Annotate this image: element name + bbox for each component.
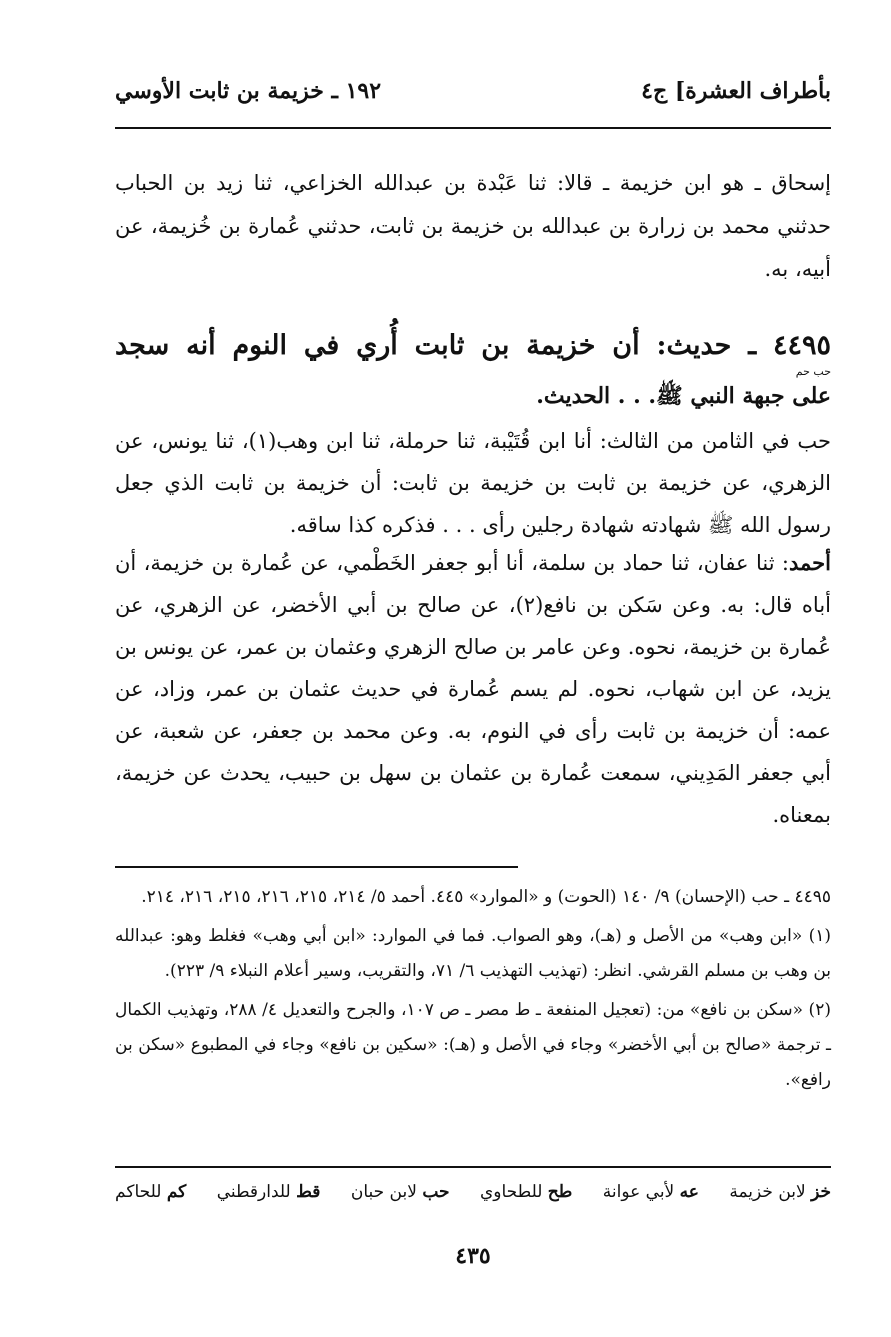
- hadith-title-continuation: على جبهة النبي ﷺ. . . الحديث.: [536, 383, 831, 409]
- ahmad-text: : ثنا عفان، ثنا حماد بن سلمة، أنا أبو جعفر الخَطْمي، عن عُمارة بن خزيمة، أن أباه قال: به. وعن سَكن بن نافع(٢)، عن صالح بن أبي الأخضر، عن الزهري، عن عُمارة بن خزيمة، نحوه. وعن عامر بن صالح الزهري وعثمان بن عمر، عن يونس بن يزيد، عن ابن شهاب، نحوه. لم يسم عُمارة في حديث عثمان بن عمر، وزاد، عن عمه: أن خزيمة بن ثابت رأى في النوم، به. وعن محمد بن جعفر، عن شعبة، عن أبي جعفر المَدِيني، سمعت عُمارة بن عثمان بن سهل بن حبيب، يحدث عن خزيمة، بمعناه.: [115, 551, 832, 827]
- abbrev-code: كم: [166, 1182, 187, 1202]
- abbrev-name: للحاكم: [115, 1182, 162, 1202]
- document-page: [115, 70, 832, 1269]
- intro-text: إسحاق ـ هو ابن خزيمة ـ قالا: ثنا عَبْدة بن عبدالله الخزاعي، ثنا زيد بن الحباب حدثني محمد بن زرارة بن عبدالله بن خزيمة بن ثابت، حدثني عُمارة بن خُزيمة، عن أبيه، به.: [115, 171, 831, 281]
- abbrev-name: لأبي عوانة: [602, 1182, 675, 1202]
- abbrev-name: لابن حبان: [350, 1182, 417, 1202]
- abbrev-name: للدارقطني: [216, 1182, 291, 1202]
- abbrev-tah: [480, 1182, 572, 1202]
- footnote-sources: ٤٤٩٥ ـ حب (الإحسان) ٩/ ١٤٠ (الحوت) و «الموارد» ٤٤٥. أحمد ٥/ ٢١٤، ٢١٥، ٢١٦، ٢١٥، ٢١٦، ٢١٤.: [141, 887, 831, 907]
- abbrev-code: عه: [679, 1182, 699, 1202]
- header-volume-title: بأطراف العشرة] ج٤: [641, 78, 831, 104]
- footnote-rule: [115, 866, 518, 868]
- footnote-1: (١) «ابن وهب» من الأصل و (هـ)، وهو الصواب. فما في الموارد: «ابن أبي وهب» فغلط وهو: عبدالله بن وهب بن مسلم القرشي. انظر: (تهذيب التهذيب ٦/ ٧١، والتقريب، وسير أعلام النبلاء ٩/ ٢٢٣).: [115, 926, 831, 981]
- abbrev-qt: [217, 1182, 321, 1202]
- header-rule: [115, 127, 831, 129]
- abbreviation-key: [115, 1182, 831, 1202]
- abbrev-hb: [351, 1182, 450, 1202]
- ahmad-lead: أحمد: [789, 550, 831, 575]
- abbrev-khuz: [729, 1182, 831, 1202]
- footer-rule: [115, 1166, 831, 1168]
- abbrev-code: حب: [422, 1182, 450, 1202]
- footnote-2: (٢) «سكن بن نافع» من: (تعجيل المنفعة ـ ط مصر ـ ص ١٠٧، والجرح والتعديل ٤/ ٢٨٨، وتهذيب الكمال ـ ترجمة «صالح بن أبي الأخضر» وجاء في الأصل و (هـ): «سكين بن نافع» وجاء في المطبوع «سكن بن رافع».: [115, 1000, 831, 1090]
- page-number: ٤٣٥: [455, 1243, 491, 1269]
- hadith-number-title: ٤٤٩٥ ـ حديث: أن خزيمة بن ثابت أُري في النوم أنه سجد: [115, 330, 831, 361]
- abbrev-name: للطحاوي: [479, 1182, 543, 1202]
- abbrev-code: خز: [811, 1182, 831, 1202]
- ibn-hibban-text: حب في الثامن من الثالث: أنا ابن قُتَيْبة، ثنا حرملة، ثنا ابن وهب(١)، ثنا يونس، عن الزهري، عن خزيمة بن ثابت بن خزيمة بن ثابت: أن خزيمة بن ثابت الذي جعل رسول الله ﷺ شهادته شهادة رجلين رأى . . . فذكره كذا ساقه.: [115, 429, 831, 537]
- intro-paragraph: [115, 162, 831, 291]
- paragraph-ibn-hibban: [115, 420, 831, 546]
- ahmad-text-wrapper: [115, 542, 831, 836]
- abbrev-code: طح: [547, 1182, 573, 1202]
- hadith-sigla: حب حم: [795, 365, 831, 378]
- running-header: [115, 70, 831, 114]
- header-entry-title: ١٩٢ ـ خزيمة بن ثابت الأوسي: [115, 78, 382, 104]
- abbrev-name: لابن خزيمة: [729, 1182, 806, 1202]
- abbrev-ah: [603, 1182, 699, 1202]
- abbrev-km: [115, 1182, 186, 1202]
- paragraph-ahmad: [115, 542, 831, 836]
- footnotes: [115, 880, 831, 1102]
- abbrev-code: قط: [296, 1182, 321, 1202]
- hadith-heading: [115, 326, 831, 414]
